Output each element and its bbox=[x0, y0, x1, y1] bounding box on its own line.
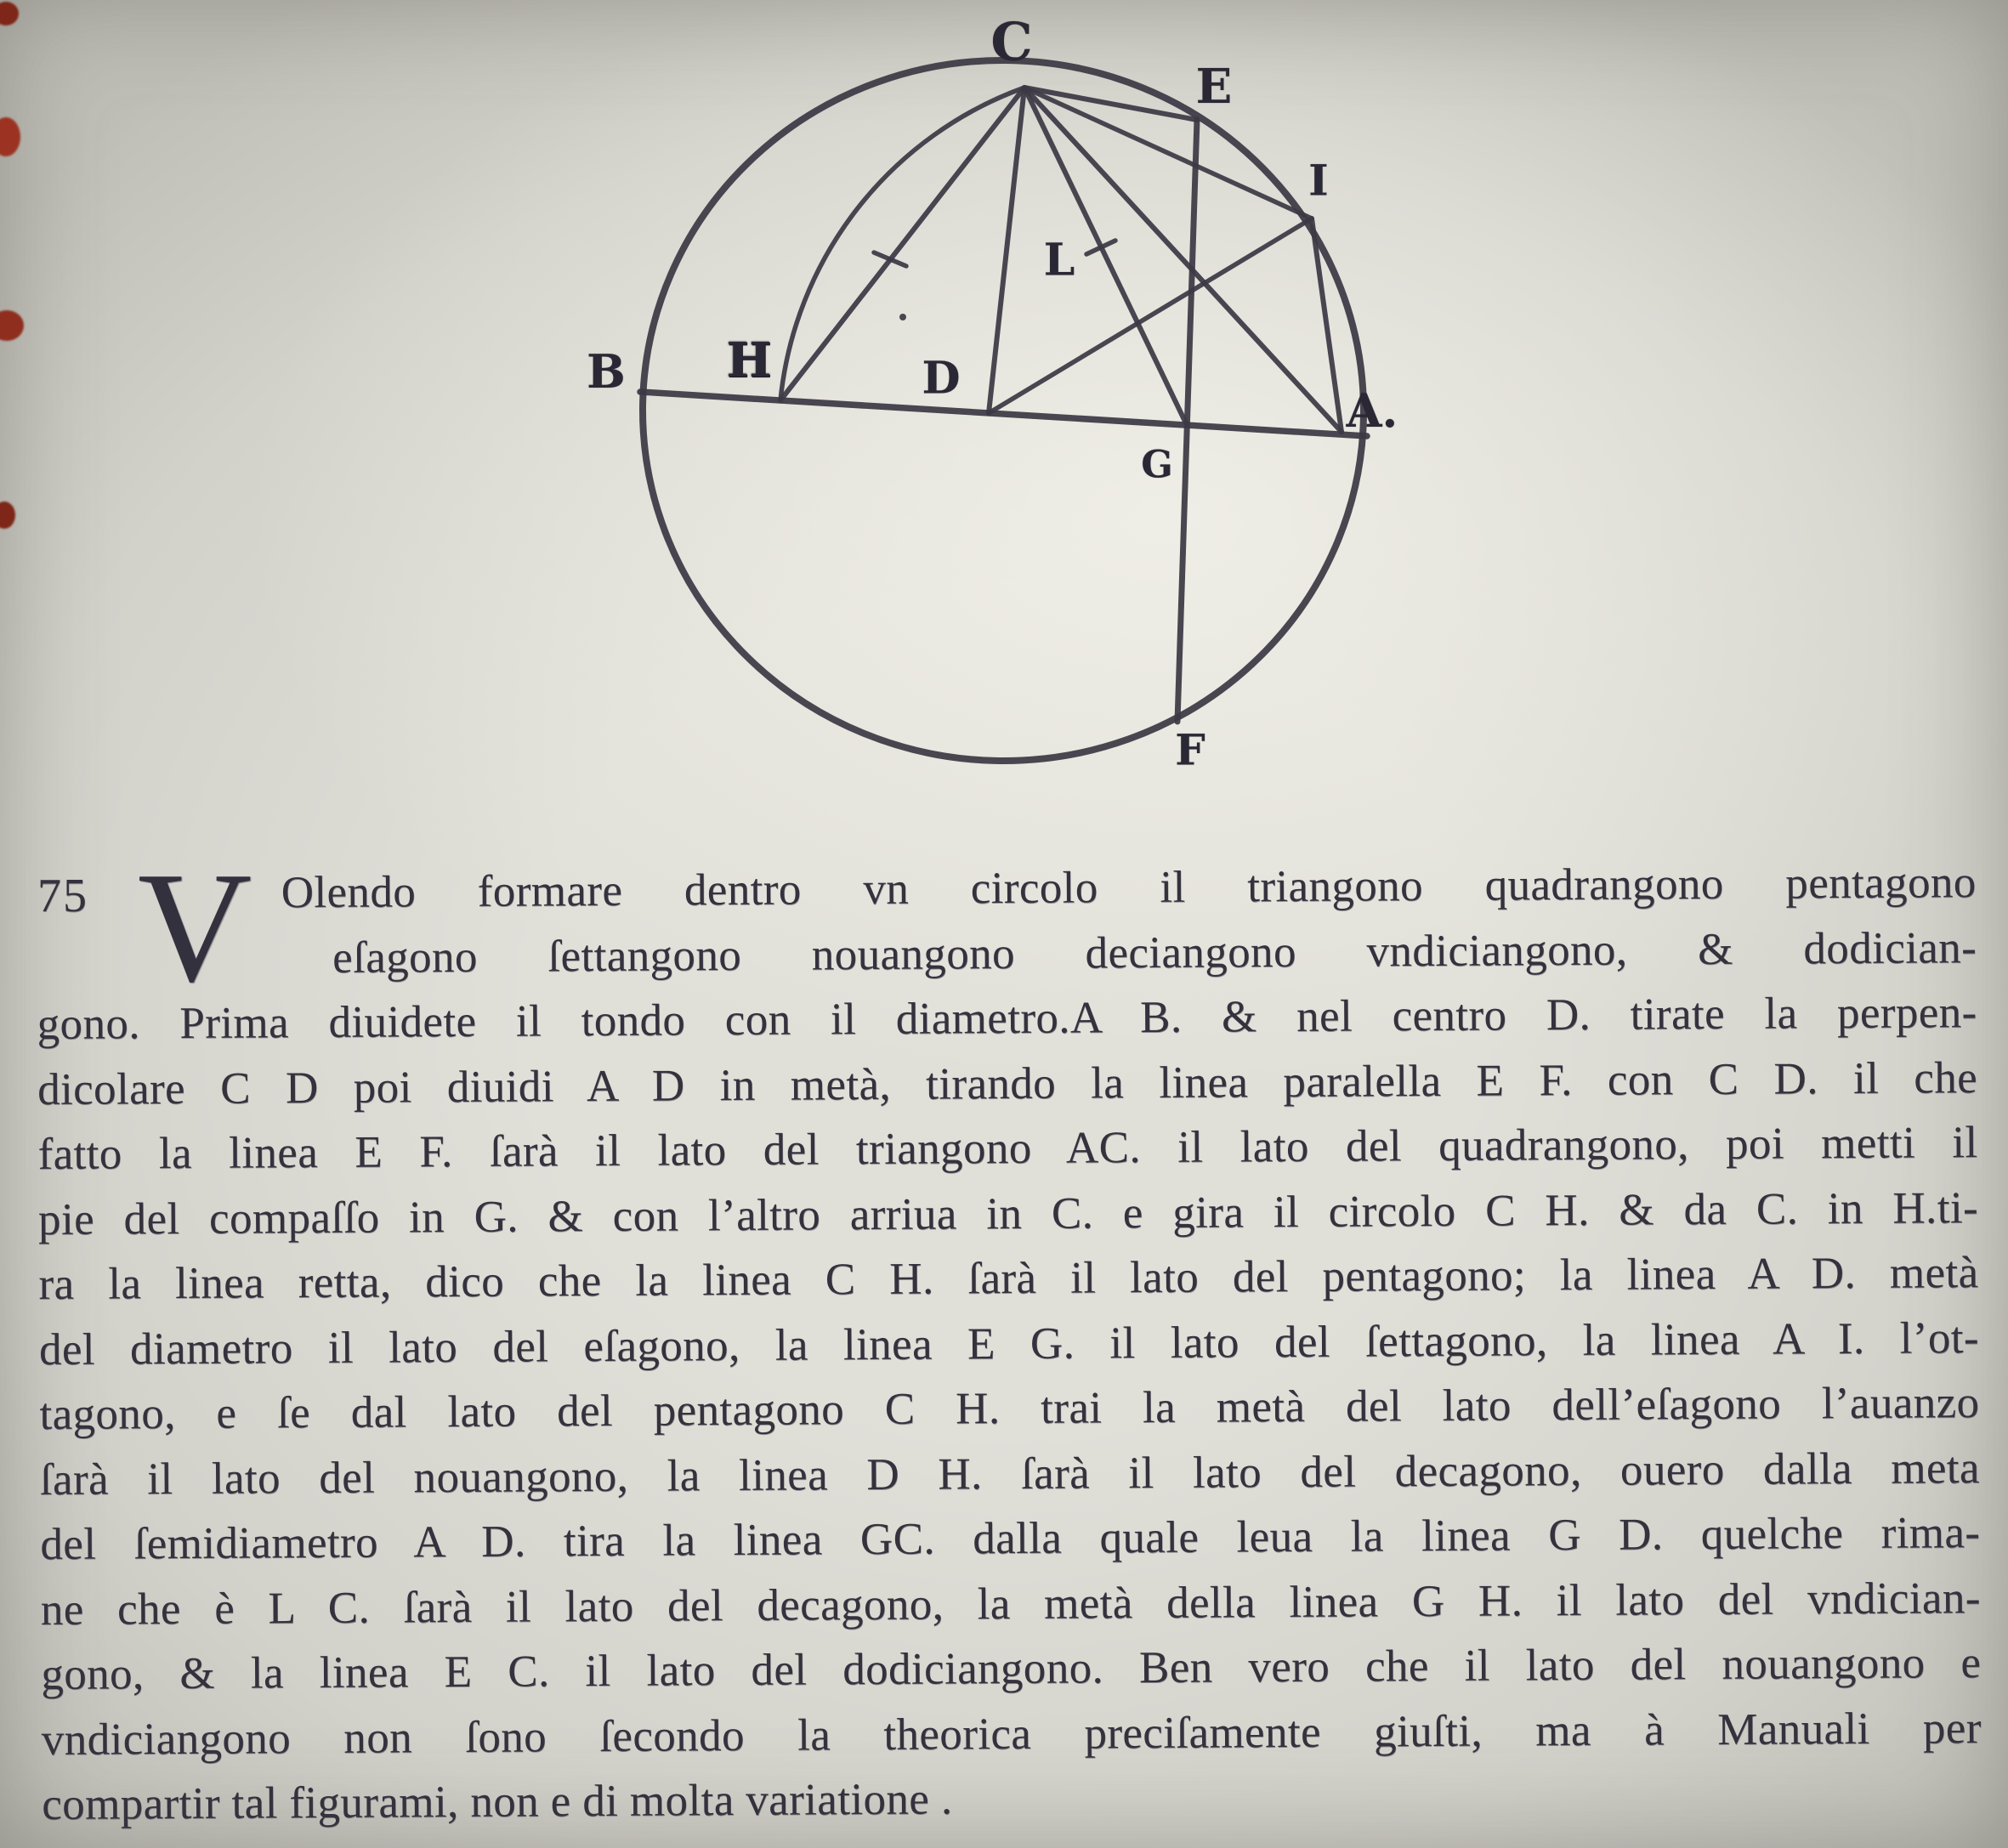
figure-label-g: G bbox=[1141, 443, 1173, 487]
text-line: eſagono ſettangono nouangono deciangono vndiciangono, & dodician- bbox=[332, 922, 1977, 983]
figure-label-d: D bbox=[922, 352, 961, 405]
text-line: ne che è L C. ſarà il lato del decagono, la metà della linea G H. il lato del vndician- bbox=[40, 1573, 1982, 1635]
text-line: Olendo formare dentro vn circolo il triangono quadrangono pentagono bbox=[281, 858, 1977, 918]
text-line: vndiciangono non ſono ſecondo la theorica preciſamente giuſti, ma à Manuali per bbox=[41, 1703, 1982, 1765]
text-line: pie del compaſſo in G. & con l’altro arriua in C. e gira il circolo C H. & da C. in H.ti- bbox=[37, 1182, 1979, 1244]
figure-label-f: F bbox=[1175, 724, 1205, 775]
figure-label-e: E bbox=[1195, 59, 1233, 115]
figure-label-b: B bbox=[587, 344, 626, 399]
text-line: fatto la linea E F. ſarà il lato del triangono AC. il lato del quadrangono, poi metti il bbox=[37, 1118, 1978, 1180]
chord-CH bbox=[780, 88, 1024, 400]
text-line: del ſemidiametro A D. tira la linea GC. dalla quale leua la linea G D. quelche rima- bbox=[40, 1508, 1981, 1569]
text-line: dicolare C D poi diuidi A D in metà, tirando la linea paralella E F. con C D. il che bbox=[37, 1052, 1978, 1114]
margin-number: 75 bbox=[37, 870, 88, 922]
diameter-BA bbox=[640, 392, 1367, 436]
drop-cap: V bbox=[133, 840, 253, 1015]
text-line: tagono, e ſe dal lato del pentagono C H. trai la metà del lato dell’eſagono l’auanzo bbox=[39, 1378, 1980, 1439]
chord-CI bbox=[1024, 88, 1312, 218]
figure-label-i: I bbox=[1308, 155, 1329, 206]
figure-label-h: H bbox=[726, 332, 772, 388]
text-line: ra la linea retta, dico che la linea C H. ſarà il lato del pentagono; la linea A D. metà bbox=[38, 1248, 1979, 1310]
text-line: gono, & la linea E C. il lato del dodiciangono. Ben vero che il lato del nouangono e bbox=[41, 1638, 1982, 1699]
line-CD bbox=[989, 88, 1024, 413]
line-ID bbox=[989, 218, 1312, 413]
text-line: compartir tal figurami, non e di molta variatione . bbox=[42, 1774, 953, 1829]
figure-label-l: L bbox=[1043, 234, 1075, 286]
text-line: del diametro il lato del eſagono, la linea E G. il lato del ſettagono, la linea A I. l’ot- bbox=[38, 1312, 1980, 1375]
figure-label-a: A. bbox=[1346, 383, 1398, 438]
paragraph bbox=[36, 840, 1982, 1837]
text-line: gono. Prima diuidete il tondo con il diametro.A B. & nel centro D. tirate la perpen- bbox=[37, 988, 1977, 1050]
text-line: ſarà il lato del nouangono, la linea D H. ſarà il lato del decagono, ouero dalla meta bbox=[39, 1443, 1981, 1505]
circle-outline bbox=[635, 52, 1371, 768]
figure-label-c: C bbox=[990, 10, 1033, 73]
ink-speck bbox=[899, 314, 906, 320]
tick-on-CH bbox=[874, 252, 906, 266]
